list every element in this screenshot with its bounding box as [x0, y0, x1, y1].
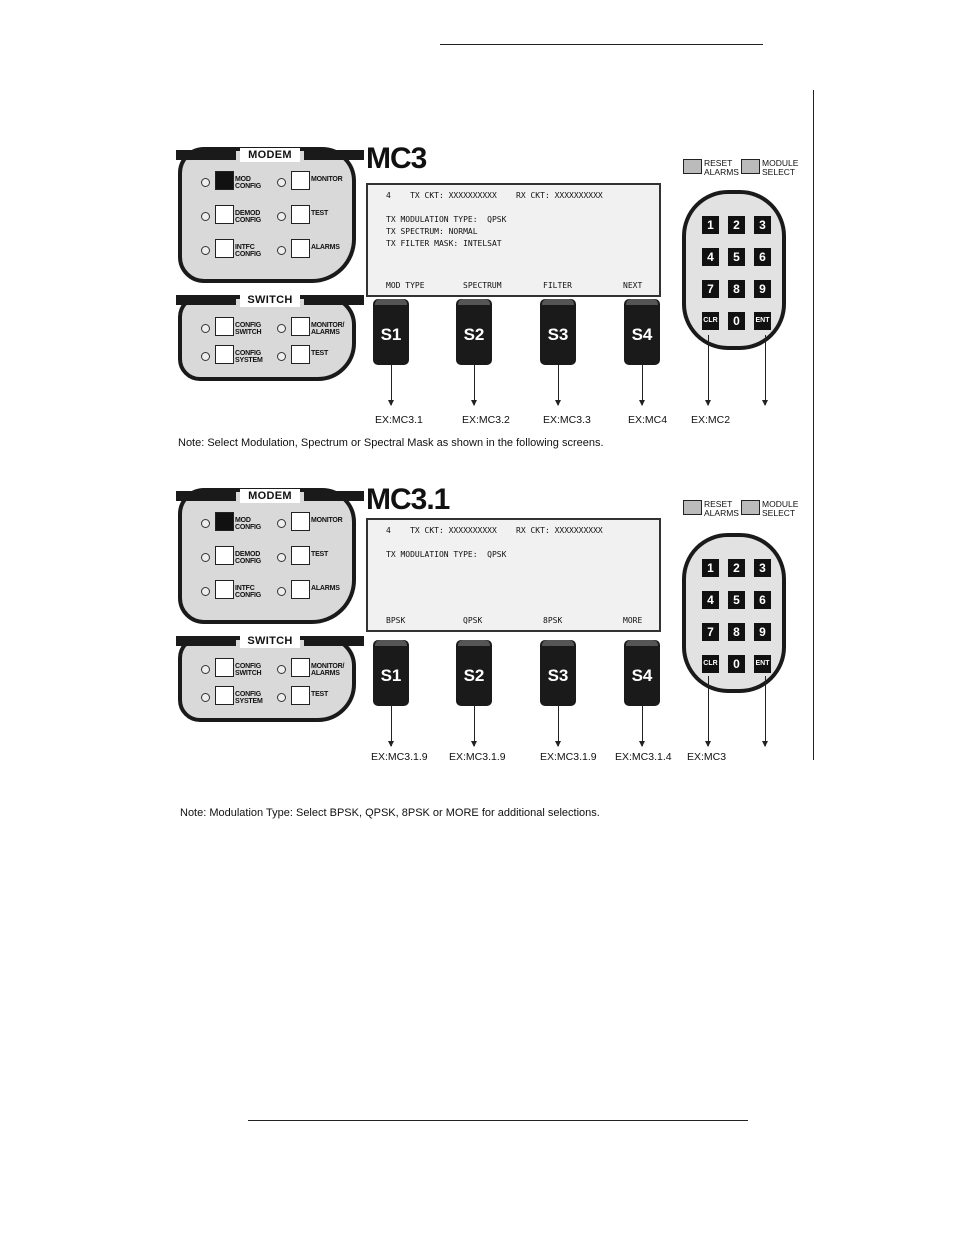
modem-led [201, 553, 210, 562]
modem-key-label: MOD CONFIG [235, 517, 262, 531]
keypad-key[interactable]: 8 [728, 623, 745, 641]
modem-key[interactable] [291, 205, 310, 224]
keypad-target-label: EX:MC2 [691, 414, 731, 426]
modem-key-label: DEMOD CONFIG [235, 210, 262, 224]
screen-title: MC3 [366, 142, 427, 175]
display-line: TX FILTER MASK: INTELSAT [386, 239, 502, 248]
modem-key-label: MONITOR [311, 517, 343, 524]
module-swatch [741, 500, 760, 515]
diagram-mc3-1 [0, 483, 954, 808]
keypad-key[interactable]: ENT [754, 655, 771, 673]
keypad-key[interactable]: 1 [702, 559, 719, 577]
keypad-key[interactable]: 7 [702, 280, 719, 298]
reset-swatch [683, 500, 702, 515]
keypad-key[interactable]: 9 [754, 280, 771, 298]
softkey-arrow [474, 706, 475, 746]
modem-key-label: TEST [311, 551, 329, 558]
screen-note: Note: Modulation Type: Select BPSK, QPSK, 8PSK or MORE for additional selections. [180, 807, 600, 819]
softkey-button-s4[interactable]: S4 [624, 640, 660, 706]
target-label: EX:MC3.1.9 [540, 751, 597, 763]
keypad-key[interactable]: 3 [754, 559, 771, 577]
display-line: TX MODULATION TYPE: QPSK [386, 550, 507, 559]
softkey-arrow [642, 706, 643, 746]
module-swatch [741, 159, 760, 174]
keypad-clr-arrow [708, 676, 709, 746]
modem-panel-header: MODEM [240, 489, 300, 503]
modem-led [201, 212, 210, 221]
softkey-arrow [391, 365, 392, 405]
switch-panel-header: SWITCH [240, 293, 300, 307]
top-rule [440, 44, 763, 45]
softkey-arrow [391, 706, 392, 746]
switch-key-label: MONITOR/ ALARMS [311, 663, 345, 677]
screen-note: Note: Select Modulation, Spectrum or Spectral Mask as shown in the following screens. [178, 437, 604, 449]
modem-led [201, 246, 210, 255]
softkey-label: NEXT [623, 281, 643, 290]
modem-led [277, 178, 286, 187]
switch-led [277, 693, 286, 702]
modem-key-label: MONITOR [311, 176, 343, 183]
modem-led [277, 553, 286, 562]
softkey-label: BPSK [386, 616, 406, 625]
switch-key[interactable] [215, 345, 234, 364]
modem-key-label: ALARMS [311, 585, 340, 592]
target-label: EX:MC3.1.9 [449, 751, 506, 763]
modem-panel-header: MODEM [240, 148, 300, 162]
keypad-clr-arrow [708, 335, 709, 405]
softkey-label: 8PSK [543, 616, 563, 625]
modem-key-label: INTFC CONFIG [235, 244, 262, 258]
keypad-key[interactable]: 5 [728, 248, 745, 266]
softkey-button-s1[interactable]: S1 [373, 640, 409, 706]
keypad-key[interactable]: 3 [754, 216, 771, 234]
modem-key[interactable] [215, 546, 234, 565]
softkey-button-s2[interactable]: S2 [456, 299, 492, 365]
keypad-key[interactable]: 9 [754, 623, 771, 641]
switch-key[interactable] [291, 658, 310, 677]
legend-reset [683, 159, 739, 177]
keypad-ent-arrow [765, 335, 766, 405]
modem-led [201, 178, 210, 187]
modem-key-label: ALARMS [311, 244, 340, 251]
keypad-key[interactable]: ENT [754, 312, 771, 330]
module-label: MODULE SELECT [762, 499, 799, 518]
modem-key[interactable] [215, 205, 234, 224]
softkey-arrow [474, 365, 475, 405]
switch-led [201, 324, 210, 333]
softkey-label: FILTER [543, 281, 572, 290]
softkey-button-s1[interactable]: S1 [373, 299, 409, 365]
target-label: EX:MC4 [628, 414, 668, 426]
switch-led [201, 352, 210, 361]
keypad-key[interactable]: 1 [702, 216, 719, 234]
switch-key[interactable] [215, 686, 234, 705]
keypad-key[interactable]: CLR [702, 312, 719, 330]
modem-panel [178, 488, 356, 624]
modem-key-label: DEMOD CONFIG [235, 551, 262, 565]
keypad-key[interactable]: 5 [728, 591, 745, 609]
legend-module [741, 159, 798, 177]
switch-led [277, 324, 286, 333]
switch-panel [178, 636, 356, 722]
diagram-mc3 [0, 142, 954, 467]
modem-key[interactable] [291, 580, 310, 599]
target-label: EX:MC3.3 [543, 414, 591, 426]
softkey-button-s2[interactable]: S2 [456, 640, 492, 706]
switch-key[interactable] [215, 658, 234, 677]
switch-key[interactable] [215, 317, 234, 336]
modem-key[interactable] [291, 546, 310, 565]
modem-key[interactable] [291, 512, 310, 531]
modem-key-label: INTFC CONFIG [235, 585, 262, 599]
keypad-key[interactable]: 2 [728, 559, 745, 577]
switch-led [201, 665, 210, 674]
modem-key[interactable] [215, 580, 234, 599]
legend-module [741, 500, 798, 518]
keypad-key[interactable]: 0 [728, 655, 745, 673]
keypad [682, 190, 786, 350]
display-line: TX MODULATION TYPE: QPSK [386, 215, 507, 224]
keypad-target-label: EX:MC3 [687, 751, 727, 763]
keypad [682, 533, 786, 693]
keypad-key[interactable]: 7 [702, 623, 719, 641]
modem-key-label: MOD CONFIG [235, 176, 262, 190]
softkey-button-s3[interactable]: S3 [540, 299, 576, 365]
switch-key-label: CONFIG SWITCH [235, 322, 262, 336]
switch-key[interactable] [291, 317, 310, 336]
reset-label: RESET ALARMS [704, 499, 739, 518]
switch-panel [178, 295, 356, 381]
lcd-display [366, 183, 661, 297]
modem-led [277, 519, 286, 528]
keypad-key[interactable]: 4 [702, 591, 719, 609]
switch-key-label: CONFIG SYSTEM [235, 691, 263, 705]
switch-key[interactable] [291, 686, 310, 705]
display-line: 4 TX CKT: XXXXXXXXXX RX CKT: XXXXXXXXXX [386, 526, 603, 535]
lcd-display [366, 518, 661, 632]
display-line: 4 TX CKT: XXXXXXXXXX RX CKT: XXXXXXXXXX [386, 191, 603, 200]
switch-led [201, 693, 210, 702]
modem-led [277, 587, 286, 596]
modem-key[interactable] [215, 512, 234, 531]
screen-title: MC3.1 [366, 483, 450, 516]
module-label: MODULE SELECT [762, 158, 799, 177]
display-line: TX SPECTRUM: NORMAL [386, 227, 478, 236]
target-label: EX:MC3.1 [375, 414, 423, 426]
modem-key[interactable] [291, 171, 310, 190]
keypad-key[interactable]: 2 [728, 216, 745, 234]
switch-key-label: TEST [311, 350, 329, 357]
switch-led [277, 352, 286, 361]
modem-key[interactable] [291, 239, 310, 258]
keypad-key[interactable]: 6 [754, 591, 771, 609]
softkey-label: SPECTRUM [463, 281, 502, 290]
softkey-label: MORE [623, 616, 643, 625]
switch-key-label: CONFIG SWITCH [235, 663, 262, 677]
target-label: EX:MC3.1.4 [615, 751, 672, 763]
switch-key-label: TEST [311, 691, 329, 698]
reset-swatch [683, 159, 702, 174]
softkey-arrow [558, 706, 559, 746]
softkey-label: MOD TYPE [386, 281, 425, 290]
keypad-key[interactable]: 6 [754, 248, 771, 266]
softkey-arrow [642, 365, 643, 405]
switch-key-label: MONITOR/ ALARMS [311, 322, 345, 336]
keypad-ent-arrow [765, 676, 766, 746]
keypad-key[interactable]: 0 [728, 312, 745, 330]
softkey-arrow [558, 365, 559, 405]
modem-led [277, 212, 286, 221]
keypad-key[interactable]: CLR [702, 655, 719, 673]
modem-led [277, 246, 286, 255]
softkey-label: QPSK [463, 616, 483, 625]
modem-key-label: TEST [311, 210, 329, 217]
modem-key[interactable] [215, 171, 234, 190]
switch-key-label: CONFIG SYSTEM [235, 350, 263, 364]
keypad-key[interactable]: 8 [728, 280, 745, 298]
modem-panel [178, 147, 356, 283]
legend-reset [683, 500, 739, 518]
softkey-button-s4[interactable]: S4 [624, 299, 660, 365]
switch-led [277, 665, 286, 674]
modem-led [201, 519, 210, 528]
reset-label: RESET ALARMS [704, 158, 739, 177]
modem-led [201, 587, 210, 596]
switch-key[interactable] [291, 345, 310, 364]
keypad-key[interactable]: 4 [702, 248, 719, 266]
softkey-button-s3[interactable]: S3 [540, 640, 576, 706]
target-label: EX:MC3.2 [462, 414, 510, 426]
modem-key[interactable] [215, 239, 234, 258]
switch-panel-header: SWITCH [240, 634, 300, 648]
target-label: EX:MC3.1.9 [371, 751, 428, 763]
bottom-rule [248, 1120, 748, 1121]
